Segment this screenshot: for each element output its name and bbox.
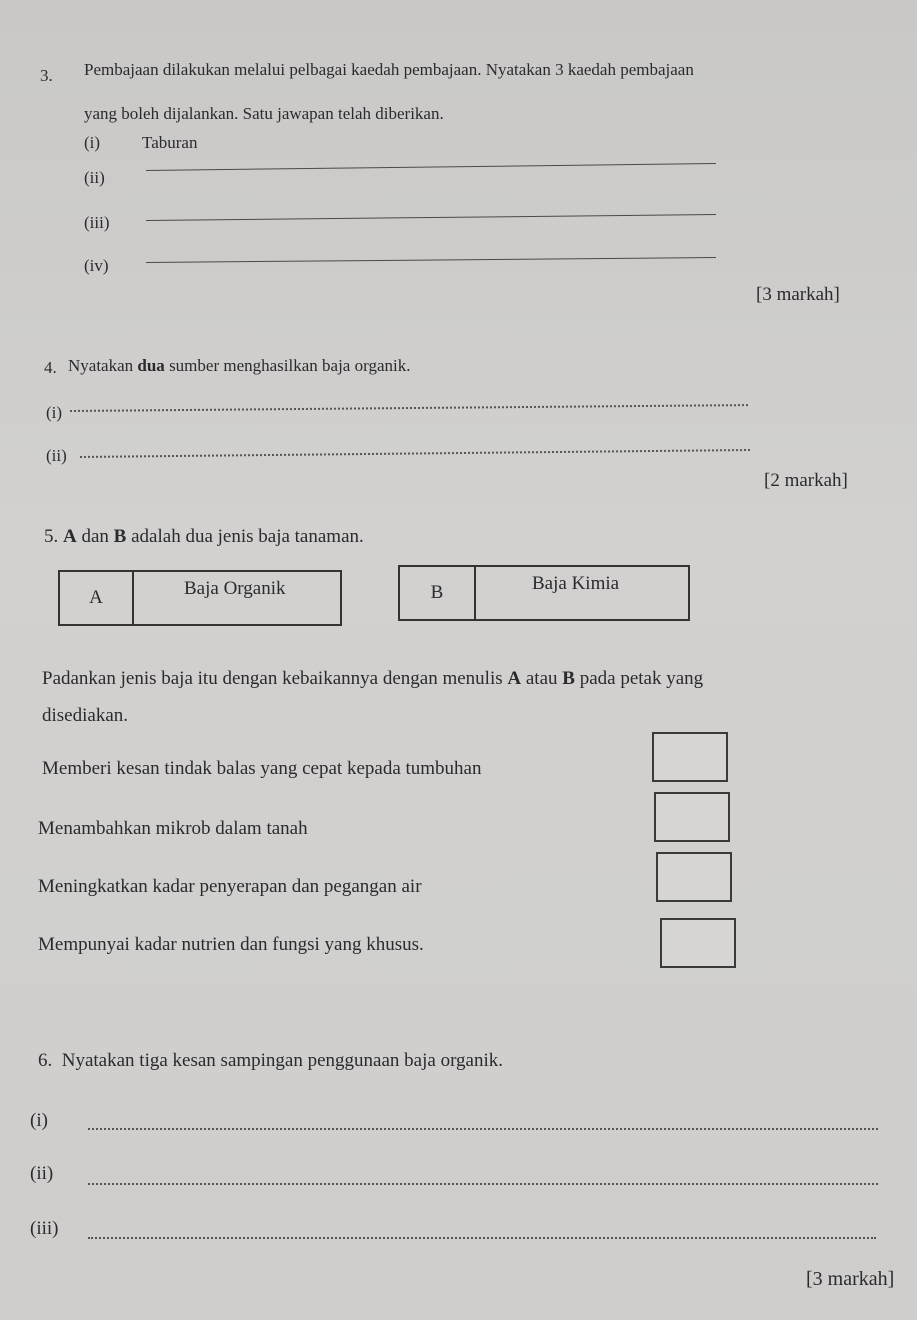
q4-answer-line[interactable]	[80, 449, 750, 458]
q3-answer-line[interactable]	[146, 257, 716, 263]
q3-item-label: (ii)	[84, 168, 105, 187]
q5-instruction: Padankan jenis baja itu dengan kebaikannya dengan menulis A atau B pada petak yang	[42, 668, 704, 689]
q5-answer-box[interactable]	[656, 852, 732, 902]
q4-prompt: Nyatakan dua sumber menghasilkan baja organik.	[68, 356, 411, 375]
q5-statement: Meningkatkan kadar penyerapan dan pegangan air	[38, 876, 422, 897]
q5-statement: Mempunyai kadar nutrien dan fungsi yang khusus.	[38, 934, 424, 955]
q6-prompt: 6. Nyatakan tiga kesan sampingan penggunaan baja organik.	[38, 1050, 504, 1071]
fertilizer-name-b: Baja Kimia	[532, 573, 620, 594]
fertilizer-code-a: A	[60, 572, 134, 624]
q4-item-label: (i)	[46, 403, 63, 422]
q3-marks: [3 markah]	[756, 284, 840, 305]
q6-answer-line[interactable]	[88, 1128, 878, 1130]
fertilizer-name-a: Baja Organik	[184, 578, 286, 599]
q6-item-label: (i)	[30, 1110, 48, 1131]
q3-item-label: (i)	[84, 133, 101, 152]
q4-marks: [2 markah]	[764, 470, 848, 491]
q6-marks: [3 markah]	[806, 1268, 895, 1290]
q5-prompt: 5. A dan B adalah dua jenis baja tanaman.	[44, 526, 364, 547]
q3-answer-line[interactable]	[146, 214, 716, 221]
q4-item-label: (ii)	[46, 446, 67, 465]
fertilizer-table-a	[58, 570, 342, 626]
q3-prompt-line1: Pembajaan dilakukan melalui pelbagai kaedah pembajaan. Nyatakan 3 kaedah pembajaan	[84, 60, 694, 79]
q3-answer-line[interactable]	[146, 163, 716, 171]
q3-item-label: (iv)	[84, 256, 109, 275]
q3-item-label: (iii)	[84, 213, 110, 232]
fertilizer-code-b: B	[400, 567, 476, 619]
q5-instruction-line2: disediakan.	[42, 705, 129, 726]
q4-answer-line[interactable]	[70, 404, 748, 412]
q6-item-label: (iii)	[30, 1218, 59, 1239]
q5-statement: Memberi kesan tindak balas yang cepat kepada tumbuhan	[42, 758, 482, 779]
q5-answer-box[interactable]	[654, 792, 730, 842]
q6-item-label: (ii)	[30, 1163, 54, 1184]
q5-answer-box[interactable]	[652, 732, 728, 782]
q3-given-answer: Taburan	[142, 133, 198, 152]
q6-answer-line[interactable]	[88, 1237, 876, 1239]
q5-statement: Menambahkan mikrob dalam tanah	[38, 818, 308, 839]
q3-prompt-line2: yang boleh dijalankan. Satu jawapan telah diberikan.	[84, 104, 444, 123]
fertilizer-table-b	[398, 565, 690, 621]
q5-answer-box[interactable]	[660, 918, 736, 968]
q6-answer-line[interactable]	[88, 1183, 878, 1185]
q4-number: 4.	[44, 358, 57, 377]
q3-number: 3.	[40, 66, 53, 85]
